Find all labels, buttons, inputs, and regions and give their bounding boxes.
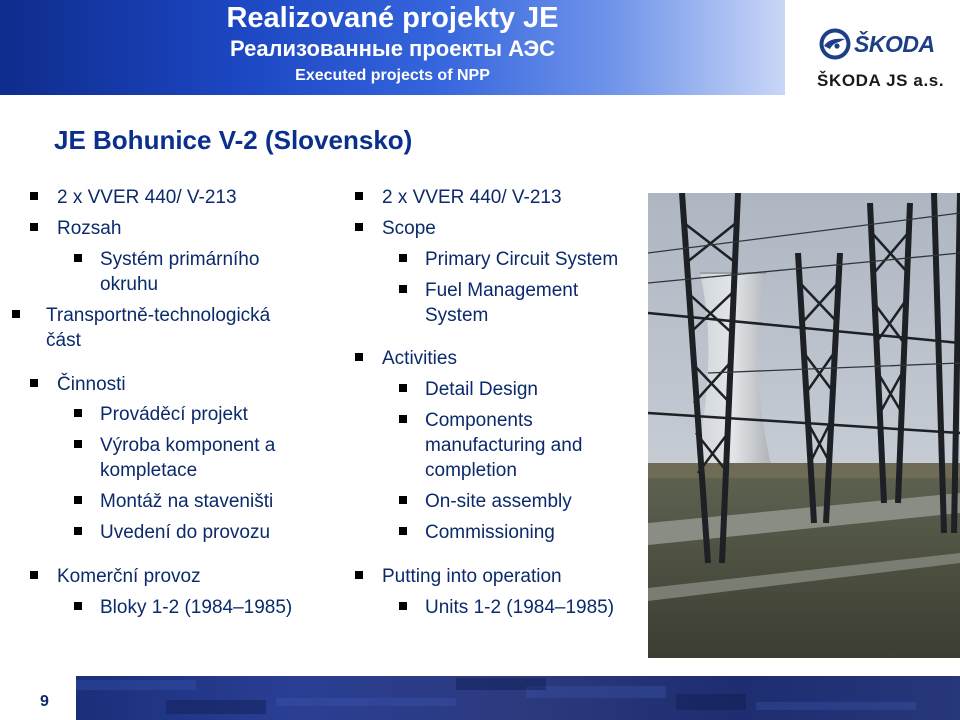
bullet-square-icon xyxy=(30,571,38,579)
bullet-square-icon xyxy=(355,223,363,231)
list-item: Detail Design xyxy=(399,377,538,402)
list-item: Scope xyxy=(355,216,436,241)
list-item: Systém primárního okruhu xyxy=(74,247,259,297)
power-plant-illustration xyxy=(648,193,960,658)
list-item: Uvedení do provozu xyxy=(74,520,270,545)
list-item: Putting into operation xyxy=(355,564,562,589)
list-item: Výroba komponent a kompletace xyxy=(74,433,275,483)
bullet-square-icon xyxy=(12,310,20,318)
list-item: Montáž na staveništi xyxy=(74,489,273,514)
bullet-square-icon xyxy=(399,602,407,610)
bullet-square-icon xyxy=(74,496,82,504)
skoda-winged-arrow-icon xyxy=(818,27,852,61)
slide-title: JE Bohunice V-2 (Slovensko) xyxy=(54,125,413,155)
bullet-square-icon xyxy=(399,285,407,293)
header-band xyxy=(0,0,785,95)
bullet-square-icon xyxy=(74,409,82,417)
list-item: Commissioning xyxy=(399,520,555,545)
power-plant-photo xyxy=(648,193,960,658)
page-number: 9 xyxy=(40,693,49,710)
bullet-square-icon xyxy=(30,223,38,231)
bullet-square-icon xyxy=(399,415,407,423)
footer-texture xyxy=(76,676,960,720)
header-title-english: Executed projects of NPP xyxy=(295,67,490,84)
list-item: Fuel Management System xyxy=(399,278,578,328)
list-item: Komerční provoz xyxy=(30,564,201,589)
list-item: Prováděcí projekt xyxy=(74,402,248,427)
list-item: Units 1-2 (1984–1985) xyxy=(399,595,614,620)
footer-image-band xyxy=(76,676,960,720)
bullet-square-icon xyxy=(74,440,82,448)
bullet-square-icon xyxy=(74,527,82,535)
list-item: Bloky 1-2 (1984–1985) xyxy=(74,595,292,620)
list-item: On-site assembly xyxy=(399,489,572,514)
header-title-russian: Реализованные проекты АЭС xyxy=(229,36,556,61)
header-title-czech: Realizované projekty JE xyxy=(226,2,559,34)
bullet-square-icon xyxy=(74,602,82,610)
list-item: 2 x VVER 440/ V-213 xyxy=(355,185,562,210)
bullet-square-icon xyxy=(30,192,38,200)
skoda-logo xyxy=(812,22,952,94)
bullet-square-icon xyxy=(399,527,407,535)
bullet-square-icon xyxy=(74,254,82,262)
list-item: Činnosti xyxy=(30,372,126,397)
bullet-square-icon xyxy=(399,254,407,262)
list-item: Transportně-technologická část xyxy=(12,303,270,353)
bullet-square-icon xyxy=(355,353,363,361)
logo-wordmark: ŠKODA xyxy=(854,31,935,57)
list-item: Activities xyxy=(355,346,457,371)
bullet-square-icon xyxy=(30,379,38,387)
bullet-square-icon xyxy=(399,384,407,392)
list-item: Rozsah xyxy=(30,216,121,241)
list-item: 2 x VVER 440/ V-213 xyxy=(30,185,237,210)
list-item: Components manufacturing and completion xyxy=(399,408,582,483)
bullet-square-icon xyxy=(355,192,363,200)
list-item: Primary Circuit System xyxy=(399,247,618,272)
bullet-square-icon xyxy=(355,571,363,579)
bullet-square-icon xyxy=(399,496,407,504)
logo-company-name: ŠKODA JS a.s. xyxy=(817,71,945,90)
